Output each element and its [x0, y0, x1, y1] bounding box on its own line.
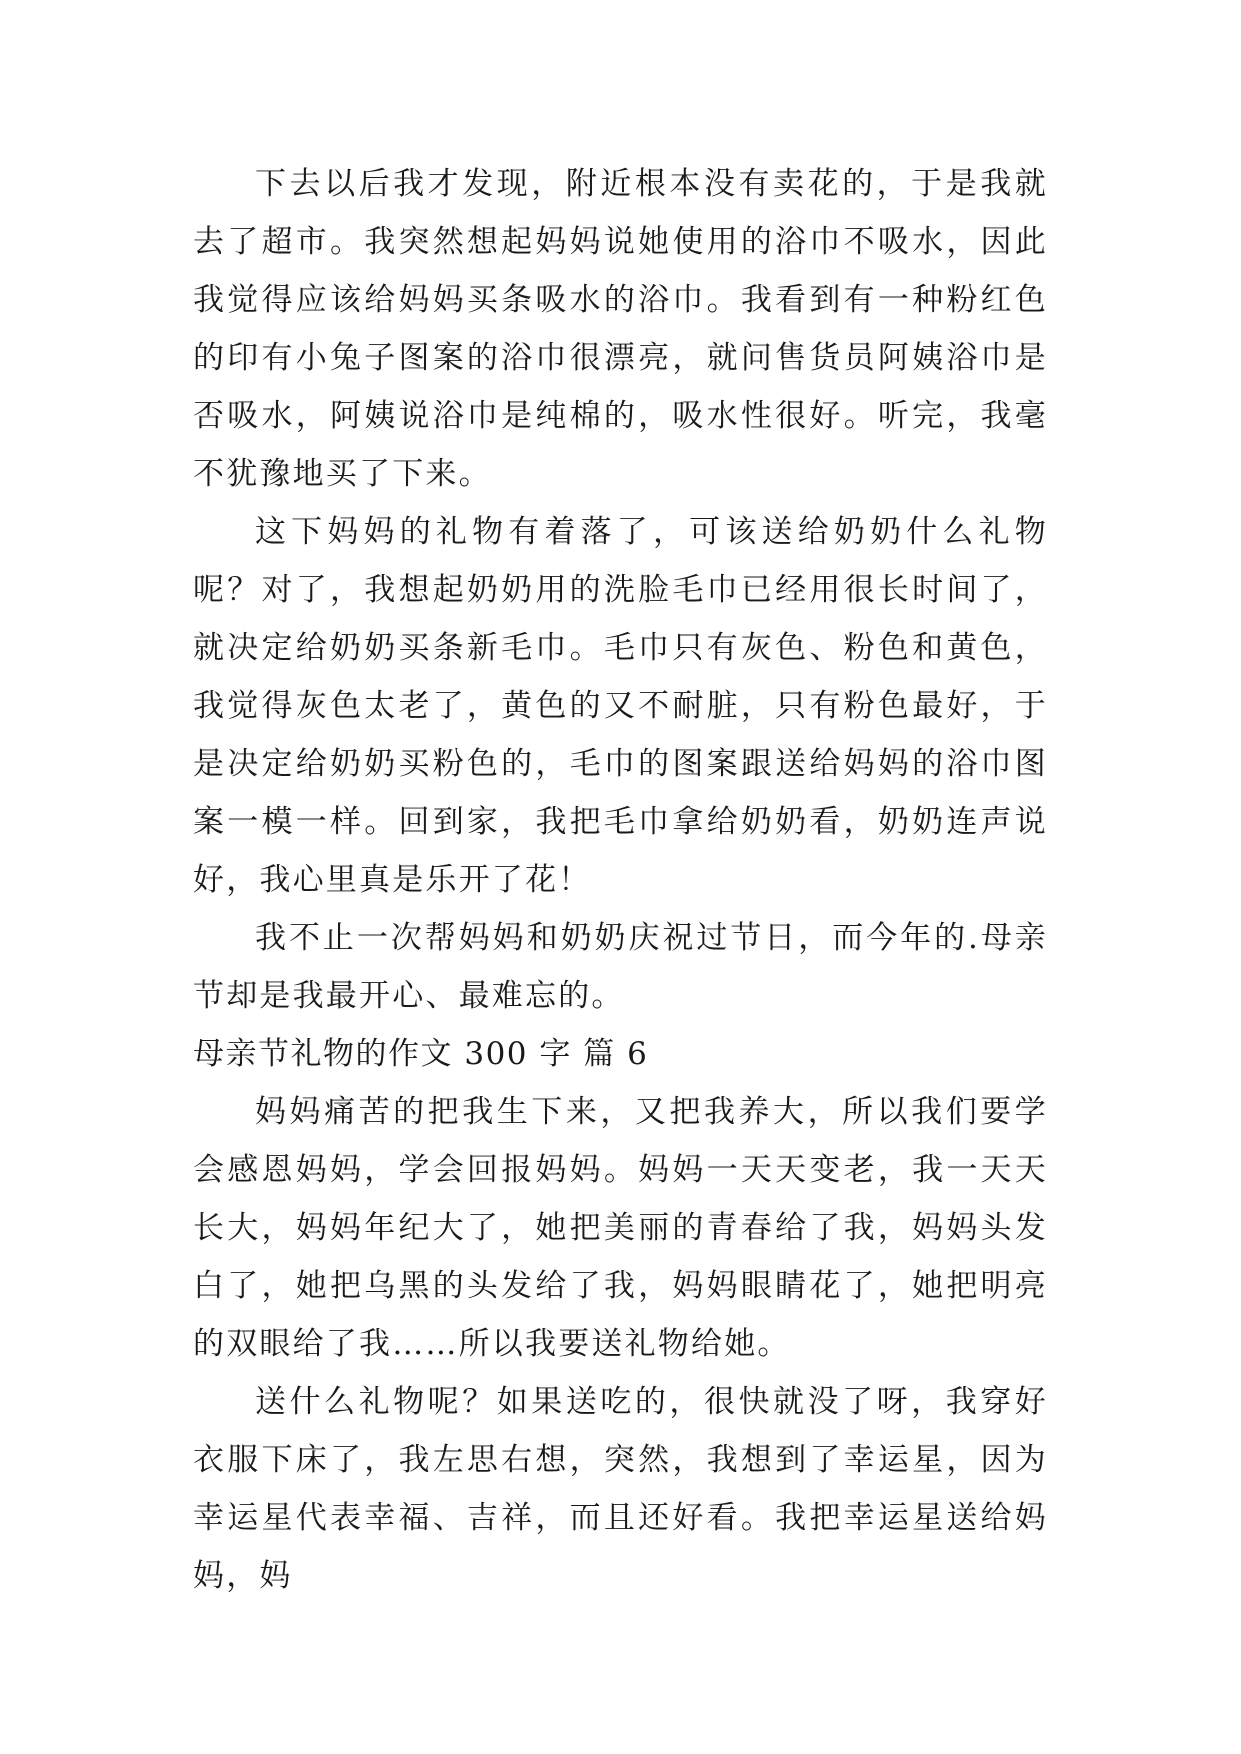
paragraph-1: 下去以后我才发现，附近根本没有卖花的，于是我就去了超市。我突然想起妈妈说她使用的浴巾不吸水，因此我觉得应该给妈妈买条吸水的浴巾。我看到有一种粉红色的印有小兔子图案的浴巾很漂亮，就问售货员阿姨浴巾是否吸水，阿姨说浴巾是纯棉的，吸水性很好。听完，我毫不犹豫地买了下来。	[193, 166, 1048, 492]
paragraph-3: 我不止一次帮妈妈和奶奶庆祝过节日，而今年的.母亲节却是我最开心、最难忘的。	[193, 920, 1048, 1014]
paragraph-2: 这下妈妈的礼物有着落了，可该送给奶奶什么礼物呢？对了，我想起奶奶用的洗脸毛巾已经用很长时间了，就决定给奶奶买条新毛巾。毛巾只有灰色、粉色和黄色，我觉得灰色太老了，黄色的又不耐脏，只有粉色最好，于是决定给奶奶买粉色的，毛巾的图案跟送给妈妈的浴巾图案一模一样。回到家，我把毛巾拿给奶奶看，奶奶连声说好，我心里真是乐开了花！	[193, 514, 1048, 898]
paragraph-5: 送什么礼物呢？如果送吃的，很快就没了呀，我穿好衣服下床了，我左思右想，突然，我想到了幸运星，因为幸运星代表幸福、吉祥，而且还好看。我把幸运星送给妈妈，妈	[193, 1384, 1048, 1594]
document-body	[193, 155, 1048, 1605]
paragraph-4: 妈妈痛苦的把我生下来，又把我养大，所以我们要学会感恩妈妈，学会回报妈妈。妈妈一天天变老，我一天天长大，妈妈年纪大了，她把美丽的青春给了我，妈妈头发白了，她把乌黑的头发给了我，妈妈眼睛花了，她把明亮的双眼给了我……所以我要送礼物给她。	[193, 1094, 1048, 1362]
section-heading: 母亲节礼物的作文 300 字 篇 6	[193, 1036, 649, 1072]
